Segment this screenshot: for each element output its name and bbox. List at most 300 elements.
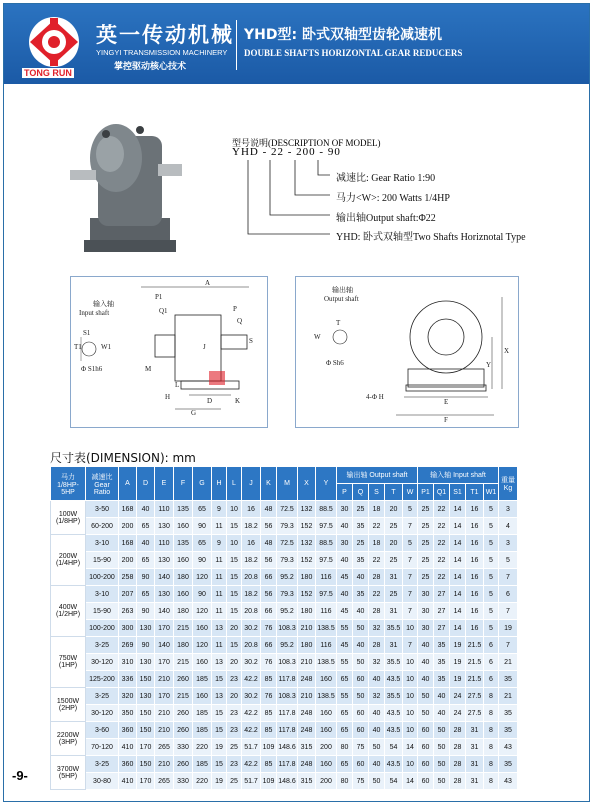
- table-cell: 18.2: [242, 518, 261, 535]
- table-cell: 31: [466, 739, 484, 756]
- table-cell: 60: [353, 671, 369, 688]
- table-cell: 5: [403, 535, 418, 552]
- table-cell: 60-200: [86, 518, 119, 535]
- table-cell: 20: [227, 620, 242, 637]
- table-cell: 18.2: [242, 586, 261, 603]
- table-cell: 43.5: [385, 756, 403, 773]
- table-cell: 30: [418, 586, 434, 603]
- table-cell: 5: [484, 535, 499, 552]
- table-cell: 260: [174, 671, 193, 688]
- table-cell: 16: [466, 620, 484, 637]
- table-cell: 90: [137, 637, 155, 654]
- table-cell: 130: [155, 518, 174, 535]
- table-cell: 35: [353, 552, 369, 569]
- table-cell: 7: [499, 603, 518, 620]
- out-col-header: T: [385, 484, 403, 501]
- table-cell: 40: [353, 637, 369, 654]
- table-cell: 120: [193, 637, 212, 654]
- table-cell: 360: [119, 756, 137, 773]
- table-cell: 8: [484, 756, 499, 773]
- dim-d-label: D: [207, 397, 213, 405]
- dim-g-label: G: [191, 409, 197, 417]
- table-cell: 65: [193, 501, 212, 518]
- table-cell: 5: [484, 603, 499, 620]
- table-row: [51, 535, 518, 552]
- table-cell: 72.5: [277, 535, 298, 552]
- table-cell: 24: [450, 705, 466, 722]
- table-cell: 5: [484, 518, 499, 535]
- table-cell: 40: [353, 569, 369, 586]
- table-cell: 19: [212, 739, 227, 756]
- table-cell: 60: [353, 756, 369, 773]
- table-cell: 15-90: [86, 603, 119, 620]
- dim-l-label: L: [175, 381, 180, 389]
- table-cell: 8: [484, 705, 499, 722]
- table-cell: 50: [353, 688, 369, 705]
- table-cell: 19: [499, 620, 518, 637]
- table-cell: 40: [353, 603, 369, 620]
- table-cell: 22: [369, 586, 385, 603]
- table-cell: 56: [261, 518, 277, 535]
- table-cell: 248: [298, 756, 316, 773]
- table-cell: 138.5: [316, 620, 337, 637]
- in-col-header: Q1: [434, 484, 450, 501]
- table-cell: 65: [137, 586, 155, 603]
- table-cell: 16: [466, 501, 484, 518]
- table-cell: 8: [484, 722, 499, 739]
- table-cell: 22: [434, 535, 450, 552]
- table-cell: 14: [450, 586, 466, 603]
- table-row: [51, 603, 518, 620]
- table-cell: 260: [174, 705, 193, 722]
- in-col-header: T1: [466, 484, 484, 501]
- table-cell: 4: [499, 518, 518, 535]
- table-cell: 315: [298, 739, 316, 756]
- table-cell: 80: [337, 773, 353, 790]
- table-cell: 140: [155, 603, 174, 620]
- table-cell: 66: [261, 603, 277, 620]
- dimension-table: [50, 466, 518, 790]
- table-cell: 27: [434, 603, 450, 620]
- table-cell: 258: [119, 569, 137, 586]
- table-cell: 28: [450, 773, 466, 790]
- table-cell: 19: [450, 654, 466, 671]
- table-cell: 40: [369, 722, 385, 739]
- table-cell: 54: [385, 739, 403, 756]
- table-row: [51, 552, 518, 569]
- table-cell: 85: [261, 756, 277, 773]
- table-cell: 132: [298, 535, 316, 552]
- table-cell: 60: [353, 722, 369, 739]
- table-cell: 10: [403, 620, 418, 637]
- power-cell: 750W (1HP): [51, 637, 86, 688]
- table-cell: 40: [137, 535, 155, 552]
- table-cell: 315: [298, 773, 316, 790]
- table-cell: 22: [369, 552, 385, 569]
- table-row: [51, 705, 518, 722]
- table-cell: 14: [450, 569, 466, 586]
- table-cell: 85: [261, 722, 277, 739]
- table-cell: 109: [261, 773, 277, 790]
- table-cell: 170: [137, 739, 155, 756]
- table-cell: 116: [316, 637, 337, 654]
- table-cell: 330: [174, 773, 193, 790]
- table-cell: 8: [484, 739, 499, 756]
- table-cell: 28: [450, 722, 466, 739]
- table-cell: 100-200: [86, 620, 119, 637]
- table-cell: 23: [227, 722, 242, 739]
- table-cell: 23: [227, 705, 242, 722]
- dim-s1-label: S1: [83, 329, 91, 337]
- table-cell: 7: [403, 518, 418, 535]
- table-cell: 22: [369, 518, 385, 535]
- table-cell: 22: [434, 501, 450, 518]
- table-cell: 180: [298, 637, 316, 654]
- table-cell: 85: [261, 705, 277, 722]
- dim-p-label: P: [233, 305, 237, 313]
- company-logo-icon: [24, 16, 84, 71]
- table-cell: 30.2: [242, 620, 261, 637]
- table-cell: 18: [369, 501, 385, 518]
- table-cell: 170: [155, 688, 174, 705]
- table-cell: 152: [298, 552, 316, 569]
- table-cell: 170: [155, 620, 174, 637]
- table-row: [51, 773, 518, 790]
- table-cell: 50: [418, 705, 434, 722]
- table-cell: 48: [261, 535, 277, 552]
- table-cell: 35.5: [385, 688, 403, 705]
- table-cell: 15: [227, 603, 242, 620]
- table-cell: 43: [499, 773, 518, 790]
- input-shaft-label-cn: 输入轴: [93, 300, 114, 308]
- table-cell: 11: [212, 552, 227, 569]
- output-shaft-label-en: Output shaft: [324, 295, 359, 303]
- table-cell: 108.3: [277, 654, 298, 671]
- table-cell: 180: [298, 569, 316, 586]
- table-cell: 13: [212, 620, 227, 637]
- dim-t1-label: T1: [74, 343, 82, 351]
- table-cell: 40: [337, 552, 353, 569]
- table-cell: 100-200: [86, 569, 119, 586]
- table-cell: 32: [369, 620, 385, 637]
- table-cell: 27: [434, 586, 450, 603]
- table-cell: 3-10: [86, 586, 119, 603]
- table-cell: 95.2: [277, 569, 298, 586]
- table-cell: 35: [499, 671, 518, 688]
- table-cell: 130: [155, 552, 174, 569]
- power-cell: 100W (1/8HP): [51, 501, 86, 535]
- table-cell: 140: [155, 637, 174, 654]
- table-cell: 248: [298, 722, 316, 739]
- table-cell: 360: [119, 722, 137, 739]
- table-cell: 97.5: [316, 586, 337, 603]
- table-cell: 210: [298, 654, 316, 671]
- table-cell: 120: [193, 569, 212, 586]
- table-cell: 35.5: [385, 620, 403, 637]
- dim-sh6-label: Φ Sh6: [326, 359, 344, 367]
- table-cell: 79.3: [277, 552, 298, 569]
- table-cell: 14: [450, 620, 466, 637]
- col-header: F: [174, 467, 193, 501]
- table-cell: 97.5: [316, 552, 337, 569]
- table-cell: 130: [137, 654, 155, 671]
- table-cell: 3-60: [86, 722, 119, 739]
- table-cell: 108.3: [277, 620, 298, 637]
- table-cell: 10: [403, 722, 418, 739]
- table-cell: 180: [174, 637, 193, 654]
- table-cell: 5: [484, 501, 499, 518]
- table-cell: 55: [337, 654, 353, 671]
- in-col-header: P1: [418, 484, 434, 501]
- table-cell: 16: [466, 603, 484, 620]
- table-cell: 45: [337, 569, 353, 586]
- table-cell: 25: [418, 569, 434, 586]
- dim-q1-label: Q1: [159, 307, 168, 315]
- table-cell: 116: [316, 603, 337, 620]
- table-row: [51, 671, 518, 688]
- table-cell: 8: [484, 773, 499, 790]
- table-cell: 88.5: [316, 535, 337, 552]
- table-cell: 25: [385, 518, 403, 535]
- table-cell: 28: [369, 603, 385, 620]
- table-cell: 5: [484, 620, 499, 637]
- table-cell: 24: [450, 688, 466, 705]
- table-cell: 16: [466, 518, 484, 535]
- table-cell: 3-25: [86, 637, 119, 654]
- table-cell: 6: [499, 586, 518, 603]
- table-cell: 16: [466, 586, 484, 603]
- table-cell: 10: [227, 501, 242, 518]
- table-cell: 138.5: [316, 654, 337, 671]
- table-cell: 130: [137, 688, 155, 705]
- table-cell: 56: [261, 586, 277, 603]
- table-cell: 14: [450, 501, 466, 518]
- table-cell: 60: [418, 739, 434, 756]
- table-cell: 10: [403, 688, 418, 705]
- table-cell: 15: [227, 569, 242, 586]
- table-cell: 310: [119, 654, 137, 671]
- table-cell: 320: [119, 688, 137, 705]
- table-row: [51, 722, 518, 739]
- table-cell: 150: [137, 705, 155, 722]
- brand-name-cn: 英一传动机械: [96, 23, 234, 47]
- dim-j-label: J: [203, 343, 206, 351]
- table-cell: 14: [450, 603, 466, 620]
- table-cell: 19: [212, 773, 227, 790]
- table-cell: 65: [337, 671, 353, 688]
- table-cell: 263: [119, 603, 137, 620]
- table-cell: 215: [174, 688, 193, 705]
- power-cell: 1500W (2HP): [51, 688, 86, 722]
- table-cell: 210: [155, 756, 174, 773]
- table-cell: 66: [261, 637, 277, 654]
- table-cell: 185: [193, 705, 212, 722]
- table-cell: 40: [434, 705, 450, 722]
- table-cell: 31: [385, 637, 403, 654]
- table-cell: 25: [385, 552, 403, 569]
- table-cell: 25: [353, 501, 369, 518]
- table-cell: 35: [499, 756, 518, 773]
- dim-e-label: E: [444, 398, 449, 406]
- table-cell: 6: [484, 671, 499, 688]
- table-cell: 18.2: [242, 552, 261, 569]
- table-cell: 11: [212, 569, 227, 586]
- col-header: X: [298, 467, 316, 501]
- table-cell: 9: [212, 501, 227, 518]
- col-header: M: [277, 467, 298, 501]
- table-cell: 28: [450, 756, 466, 773]
- table-cell: 10: [403, 654, 418, 671]
- col-header: J: [242, 467, 261, 501]
- table-cell: 6: [484, 637, 499, 654]
- table-cell: 48: [261, 501, 277, 518]
- table-cell: 25: [418, 535, 434, 552]
- table-cell: 51.7: [242, 739, 261, 756]
- table-cell: 7: [403, 569, 418, 586]
- table-cell: 50: [418, 688, 434, 705]
- table-cell: 65: [337, 722, 353, 739]
- table-cell: 3: [499, 501, 518, 518]
- table-row: [51, 518, 518, 535]
- power-cell: 200W (1/4HP): [51, 535, 86, 586]
- table-cell: 14: [403, 773, 418, 790]
- table-body: [51, 501, 518, 790]
- table-cell: 25: [227, 773, 242, 790]
- dim-x-label: X: [504, 347, 510, 355]
- table-cell: 125-200: [86, 671, 119, 688]
- table-cell: 160: [193, 654, 212, 671]
- side-view-drawing: [295, 276, 519, 428]
- col-header: L: [227, 467, 242, 501]
- table-row: [51, 501, 518, 518]
- table-cell: 22: [434, 552, 450, 569]
- table-cell: 130: [155, 586, 174, 603]
- model-power-line: 马力<W>: 200 Watts 1/4HP: [336, 193, 450, 204]
- table-cell: 117.8: [277, 756, 298, 773]
- table-cell: 185: [193, 671, 212, 688]
- table-cell: 60: [353, 705, 369, 722]
- table-cell: 14: [450, 518, 466, 535]
- table-cell: 200: [119, 518, 137, 535]
- table-cell: 138.5: [316, 688, 337, 705]
- col-header: D: [137, 467, 155, 501]
- table-cell: 70-120: [86, 739, 119, 756]
- table-cell: 15: [212, 705, 227, 722]
- table-cell: 31: [466, 773, 484, 790]
- table-cell: 45: [337, 603, 353, 620]
- power-cell: 3700W (5HP): [51, 756, 86, 790]
- table-cell: 160: [174, 552, 193, 569]
- table-cell: 20: [227, 654, 242, 671]
- table-cell: 40: [418, 671, 434, 688]
- table-cell: 27: [434, 620, 450, 637]
- table-cell: 14: [450, 552, 466, 569]
- table-cell: 40: [337, 586, 353, 603]
- table-cell: 116: [316, 569, 337, 586]
- table-cell: 21.5: [466, 637, 484, 654]
- table-cell: 30-120: [86, 654, 119, 671]
- table-cell: 15: [227, 552, 242, 569]
- table-cell: 160: [174, 586, 193, 603]
- table-cell: 90: [137, 569, 155, 586]
- dim-y-label: Y: [486, 361, 492, 369]
- table-cell: 65: [337, 705, 353, 722]
- table-cell: 25: [418, 501, 434, 518]
- table-cell: 72.5: [277, 501, 298, 518]
- table-cell: 28: [369, 637, 385, 654]
- table-cell: 117.8: [277, 671, 298, 688]
- table-cell: 97.5: [316, 518, 337, 535]
- table-cell: 76: [261, 620, 277, 637]
- table-cell: 160: [174, 518, 193, 535]
- dimension-title: 尺寸表(DIMENSION): mm: [50, 451, 196, 465]
- table-cell: 215: [174, 654, 193, 671]
- table-cell: 14: [403, 739, 418, 756]
- table-cell: 7: [499, 637, 518, 654]
- output-shaft-header: 输出轴 Output shaft: [337, 467, 418, 484]
- model-ratio-line: 减速比: Gear Ratio 1:90: [336, 173, 436, 184]
- table-cell: 11: [212, 586, 227, 603]
- table-cell: 65: [137, 518, 155, 535]
- table-cell: 50: [434, 722, 450, 739]
- table-cell: 15-90: [86, 552, 119, 569]
- table-cell: 9: [212, 535, 227, 552]
- dim-q-label: Q: [237, 317, 243, 325]
- table-cell: 150: [137, 671, 155, 688]
- table-cell: 35: [353, 586, 369, 603]
- table-cell: 76: [261, 654, 277, 671]
- table-cell: 30.2: [242, 688, 261, 705]
- table-cell: 25: [418, 518, 434, 535]
- out-col-header: W: [403, 484, 418, 501]
- front-view-drawing: [70, 276, 268, 428]
- table-cell: 22: [434, 569, 450, 586]
- dim-t-label: T: [336, 319, 341, 327]
- table-cell: 15: [227, 586, 242, 603]
- table-cell: 35: [353, 518, 369, 535]
- table-cell: 210: [155, 722, 174, 739]
- table-cell: 75: [353, 773, 369, 790]
- model-type-line: YHD: 卧式双轴型Two Shafts Horiznotal Type: [336, 232, 526, 243]
- table-cell: 19: [450, 637, 466, 654]
- table-cell: 50: [369, 773, 385, 790]
- table-cell: 65: [137, 552, 155, 569]
- table-cell: 108.3: [277, 688, 298, 705]
- table-cell: 5: [403, 501, 418, 518]
- table-row: [51, 654, 518, 671]
- table-cell: 269: [119, 637, 137, 654]
- table-cell: 90: [193, 552, 212, 569]
- table-cell: 42.2: [242, 722, 261, 739]
- dim-s1h6-label: Φ S1h6: [81, 365, 103, 373]
- table-cell: 31: [385, 569, 403, 586]
- table-cell: 200: [316, 773, 337, 790]
- table-cell: 15: [227, 518, 242, 535]
- table-cell: 16: [466, 569, 484, 586]
- table-cell: 7: [403, 637, 418, 654]
- table-cell: 27.5: [466, 705, 484, 722]
- table-cell: 65: [337, 756, 353, 773]
- page-title-cn: YHD型: 卧式双轴型齿轮减速机: [244, 27, 442, 43]
- brand-name-en: YINGYI TRANSMISSION MACHINERY: [96, 48, 228, 57]
- model-description-heading: 型号说明(DESCRIPTION OF MODEL): [232, 138, 381, 148]
- table-cell: 180: [298, 603, 316, 620]
- table-cell: 170: [155, 654, 174, 671]
- col-header: G: [193, 467, 212, 501]
- header-banner: [4, 4, 589, 84]
- table-cell: 260: [174, 756, 193, 773]
- table-cell: 65: [193, 535, 212, 552]
